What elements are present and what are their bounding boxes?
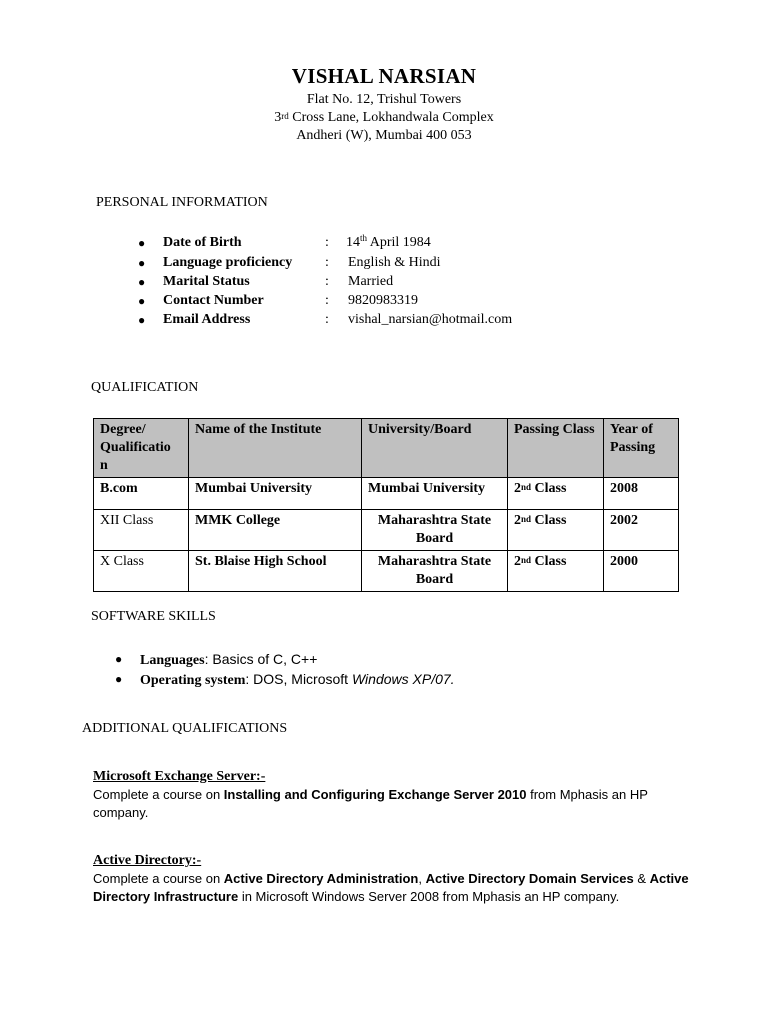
- table-cell-degree: XII Class: [94, 510, 189, 551]
- software-value: : DOS, Microsoft: [245, 671, 352, 687]
- personal-value: [346, 235, 431, 251]
- colon-separator: :: [325, 235, 329, 250]
- exchange-description: [93, 786, 693, 822]
- ad-bold-2: Active Directory Domain Services: [425, 871, 634, 886]
- colon-separator: :: [325, 312, 329, 327]
- class-number: 2: [514, 513, 521, 528]
- exchange-bold: Installing and Configuring Exchange Server 2010: [223, 787, 527, 802]
- ad-bold-3: Active Directory Infrastructure: [93, 871, 689, 904]
- bullet-icon: ●: [115, 652, 123, 666]
- class-sup: nd: [521, 482, 532, 492]
- qualification-heading: QUALIFICATION: [91, 380, 199, 395]
- table-header-cell: Degree/ Qualificatio n: [94, 419, 189, 478]
- class-sup: nd: [521, 555, 532, 565]
- software-label: Operating system: [140, 673, 246, 688]
- table-cell-board: Mumbai University: [362, 478, 508, 510]
- bullet-icon: ●: [138, 236, 146, 250]
- table-cell-degree: X Class: [94, 551, 189, 592]
- table-cell-class: [508, 551, 604, 592]
- table-cell-class: [508, 510, 604, 551]
- bullet-icon: ●: [115, 672, 123, 686]
- table-cell-board: Maharashtra State Board: [362, 551, 508, 592]
- active-directory-title: [93, 852, 693, 870]
- ad-sep-2: &: [633, 871, 650, 886]
- active-directory-title-text: Active Directory:-: [93, 853, 202, 868]
- table-header-cell: Passing Class: [508, 419, 604, 478]
- additional-qualifications-heading: ADDITIONAL QUALIFICATIONS: [82, 721, 288, 736]
- class-number: 2: [514, 481, 521, 496]
- software-item-text: [140, 671, 455, 689]
- class-text: Class: [531, 481, 567, 496]
- address-line-2-sup: rd: [281, 111, 289, 121]
- personal-value: English & Hindi: [348, 255, 441, 270]
- table-header-cell: University/Board: [362, 419, 508, 478]
- table-cell-degree: B.com: [94, 478, 189, 510]
- personal-value: 9820983319: [348, 293, 418, 308]
- personal-label: Marital Status: [163, 274, 250, 289]
- software-skills-heading: SOFTWARE SKILLS: [91, 609, 216, 624]
- dob-rest: April 1984: [367, 235, 431, 250]
- table-row: [94, 551, 679, 592]
- resume-name: VISHAL NARSIAN: [291, 64, 477, 88]
- table-header-row: [94, 419, 679, 478]
- exchange-pre: Complete a course on: [93, 787, 224, 802]
- dob-sup: th: [360, 233, 368, 243]
- table-header-cell: Name of the Institute: [189, 419, 362, 478]
- personal-value: Married: [348, 274, 394, 289]
- address-line-2: [0, 109, 768, 127]
- personal-info-heading: PERSONAL INFORMATION: [96, 195, 268, 210]
- table-cell-board: Maharashtra State Board: [362, 510, 508, 551]
- dob-day: 14: [346, 235, 360, 250]
- software-item-text: [140, 651, 317, 669]
- personal-label: Language proficiency: [163, 255, 293, 270]
- ad-sep-1: ,: [418, 871, 426, 886]
- table-cell-class: [508, 478, 604, 510]
- table-cell-year: 2002: [604, 510, 679, 551]
- colon-separator: :: [325, 255, 329, 270]
- table-cell-year: 2008: [604, 478, 679, 510]
- bullet-icon: ●: [138, 275, 146, 289]
- class-sup: nd: [521, 514, 532, 524]
- bullet-icon: ●: [138, 313, 146, 327]
- exchange-post: from Mphasis an HP company.: [93, 787, 648, 820]
- active-directory-description: [93, 870, 693, 906]
- address-line-1: Flat No. 12, Trishul Towers: [306, 92, 462, 107]
- software-value: : Basics of C, C++: [204, 651, 318, 667]
- bullet-icon: ●: [138, 256, 146, 270]
- class-number: 2: [514, 554, 521, 569]
- personal-value: vishal_narsian@hotmail.com: [348, 312, 513, 327]
- ad-pre: Complete a course on: [93, 871, 224, 886]
- personal-label: Date of Birth: [163, 235, 242, 250]
- personal-label: Contact Number: [163, 293, 264, 308]
- bullet-icon: ●: [138, 294, 146, 308]
- ad-bold-1: Active Directory Administration: [223, 871, 419, 886]
- colon-separator: :: [325, 274, 329, 289]
- address-line-3: Andheri (W), Mumbai 400 053: [296, 128, 472, 143]
- class-text: Class: [531, 554, 567, 569]
- exchange-title: [93, 768, 693, 786]
- table-cell-year: 2000: [604, 551, 679, 592]
- class-text: Class: [531, 513, 567, 528]
- personal-label: Email Address: [163, 312, 251, 327]
- software-label: Languages: [140, 653, 205, 668]
- qualification-table: [93, 418, 679, 592]
- address-line-2-text: Cross Lane, Lokhandwala Complex: [288, 110, 494, 125]
- colon-separator: :: [325, 293, 329, 308]
- address-line-2-number: 3: [274, 110, 282, 125]
- table-row: [94, 510, 679, 551]
- table-cell-institute: MMK College: [189, 510, 362, 551]
- software-italic-value: Windows XP/07.: [351, 671, 455, 687]
- ad-post: in Microsoft Windows Server 2008 from Mphasis an HP company.: [238, 889, 620, 904]
- table-cell-institute: Mumbai University: [189, 478, 362, 510]
- table-cell-institute: St. Blaise High School: [189, 551, 362, 592]
- table-header-cell: Year of Passing: [604, 419, 679, 478]
- table-row: [94, 478, 679, 510]
- exchange-title-text: Microsoft Exchange Server:-: [93, 769, 266, 784]
